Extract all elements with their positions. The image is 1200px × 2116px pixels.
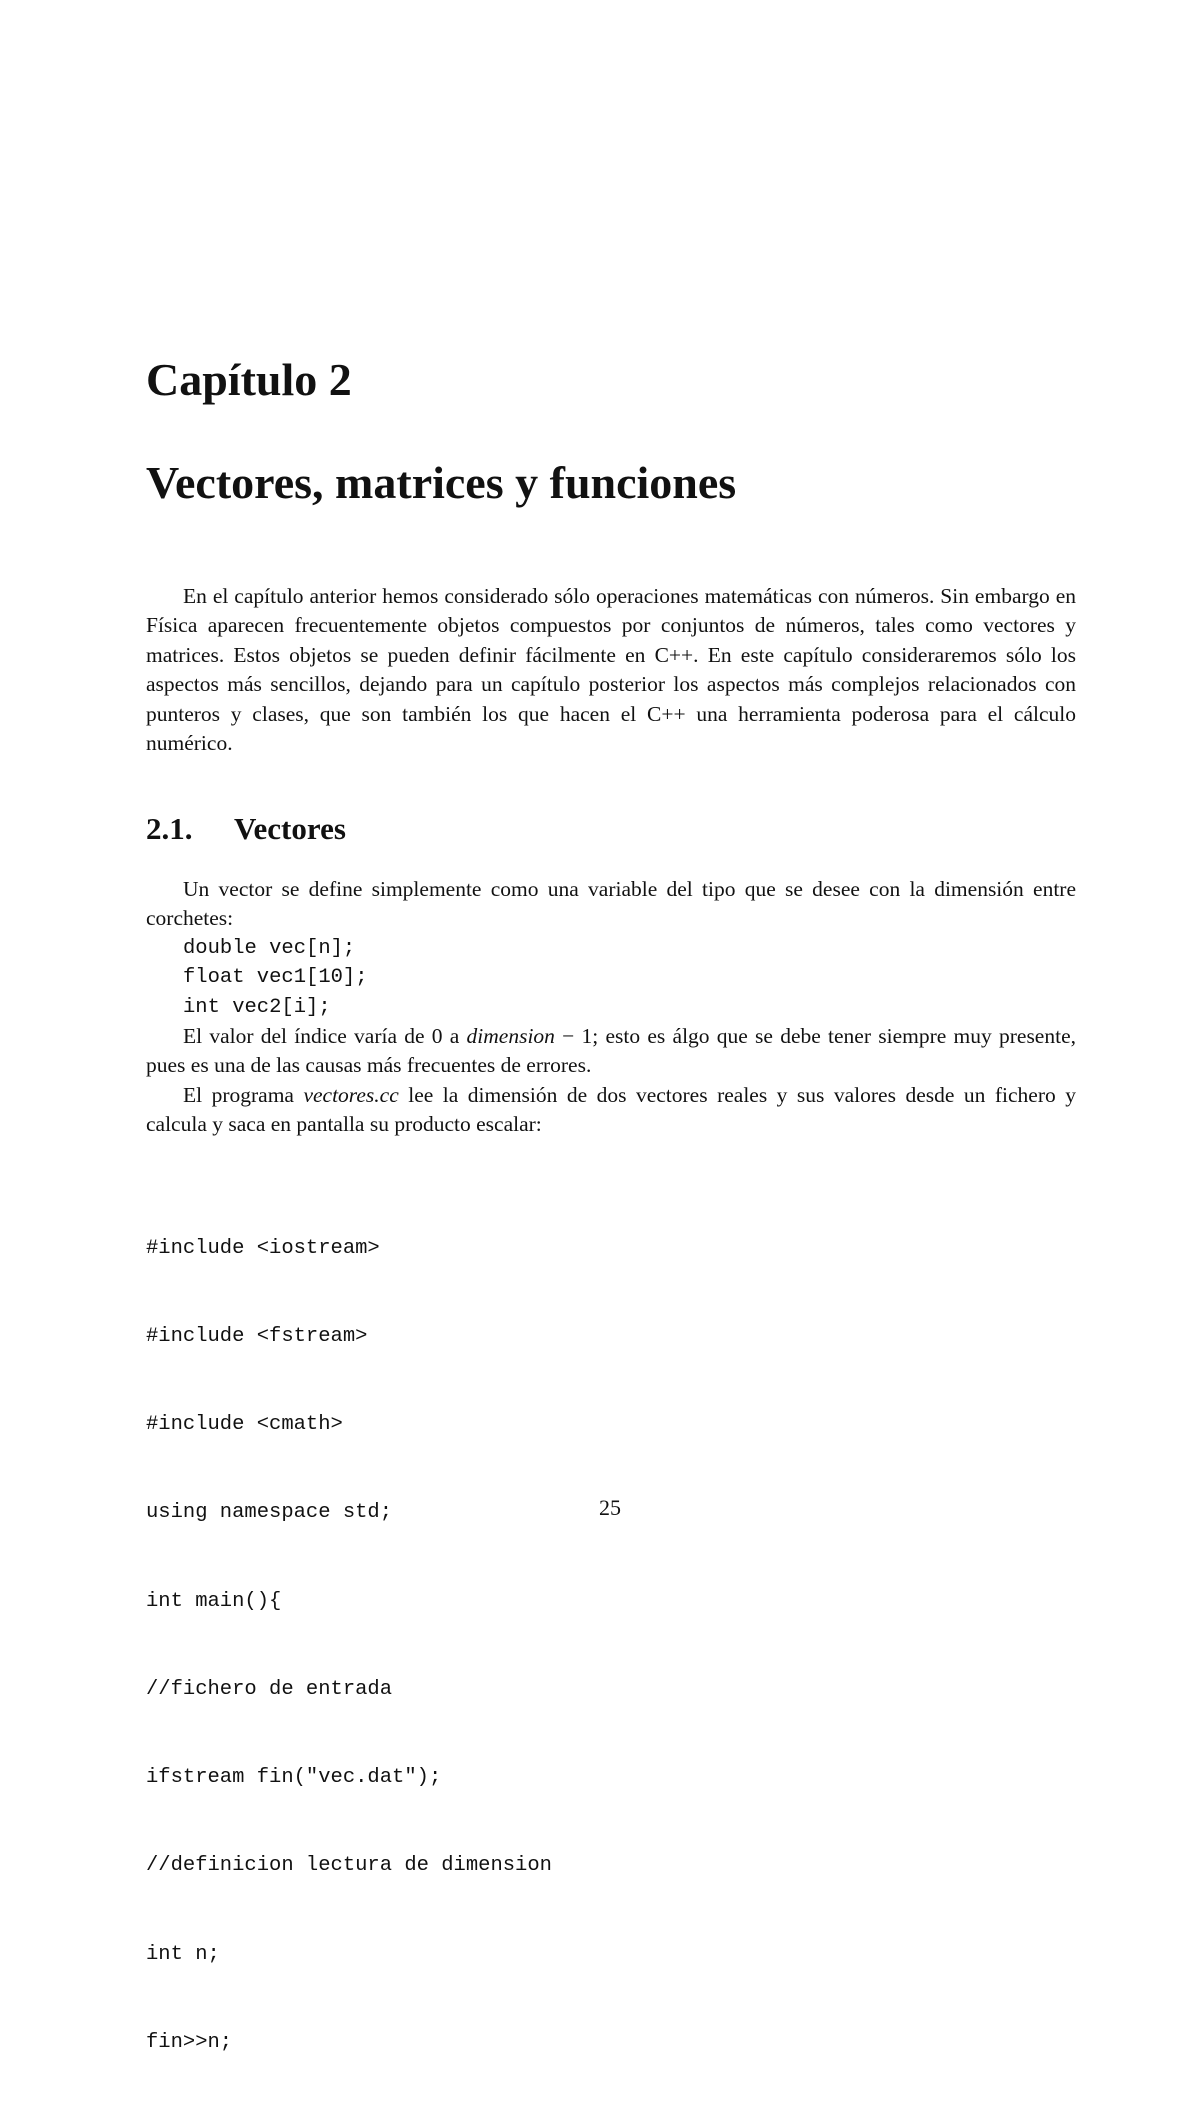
index-range-paragraph [146, 1022, 1076, 1081]
program-description-text-end: lee la dimensión de dos vectores reales y sus valores desde un fichero y calcula y saca en pantalla su producto escalar: [146, 1082, 1076, 1137]
declaration-line: double vec[n]; [183, 936, 356, 960]
code-line: //definicion lectura de dimension [146, 1854, 552, 1878]
vector-definition-paragraph: Un vector se define simplemente como una variable del tipo que se desee con la dimensión entre corchetes: [146, 877, 1076, 931]
section-number: 2.1. [146, 811, 193, 846]
code-line: #include <cmath> [146, 1413, 343, 1437]
section-body [146, 875, 1076, 1140]
program-description-text-start: El programa [183, 1082, 304, 1107]
code-line: #include <fstream> [146, 1325, 368, 1349]
program-description-paragraph [146, 1081, 1076, 1140]
code-line: ifstream fin("vec.dat"); [146, 1766, 442, 1790]
index-range-text-end: − 1; esto es álgo que se debe tener siempre muy presente, pues es una de las causas más frecuentes de errores. [146, 1024, 1076, 1078]
section-title: Vectores [234, 811, 346, 846]
code-line: #include <iostream> [146, 1236, 380, 1260]
code-line: fin>>n; [146, 2030, 233, 2054]
intro-paragraph: En el capítulo anterior hemos considerado sólo operaciones matemáticas con números. Sin embargo en Física aparecen frecuentemente objetos compuestos por conjuntos de números, tales como vectores y matrices. Estos objetos se pueden definir fácilmente en C++. En este capítulo consideraremos sólo los aspectos más sencillos, dejando para un capítulo posterior los aspectos más complejos relacionados con punteros y clases, que son también los que hacen el C++ una herramienta poderosa para el cálculo numérico. [146, 584, 1076, 756]
section-heading [146, 810, 346, 847]
chapter-label: Capítulo 2 [146, 354, 352, 405]
index-range-italic: dimension [466, 1024, 555, 1049]
code-line: using namespace std; [146, 1501, 393, 1525]
program-filename: vectores.cc [303, 1082, 399, 1107]
declaration-line: int vec2[i]; [183, 995, 331, 1019]
chapter-title: Vectores, matrices y funciones [146, 457, 737, 508]
declaration-line: float vec1[10]; [183, 966, 368, 990]
code-line: int n; [146, 1942, 220, 1966]
index-range-text-start: El valor del índice varía de 0 a [183, 1024, 467, 1049]
code-line: int main(){ [146, 1589, 282, 1613]
code-listing [146, 1175, 552, 2116]
page-number: 25 [599, 1495, 621, 1520]
code-line: //fichero de entrada [146, 1677, 393, 1701]
